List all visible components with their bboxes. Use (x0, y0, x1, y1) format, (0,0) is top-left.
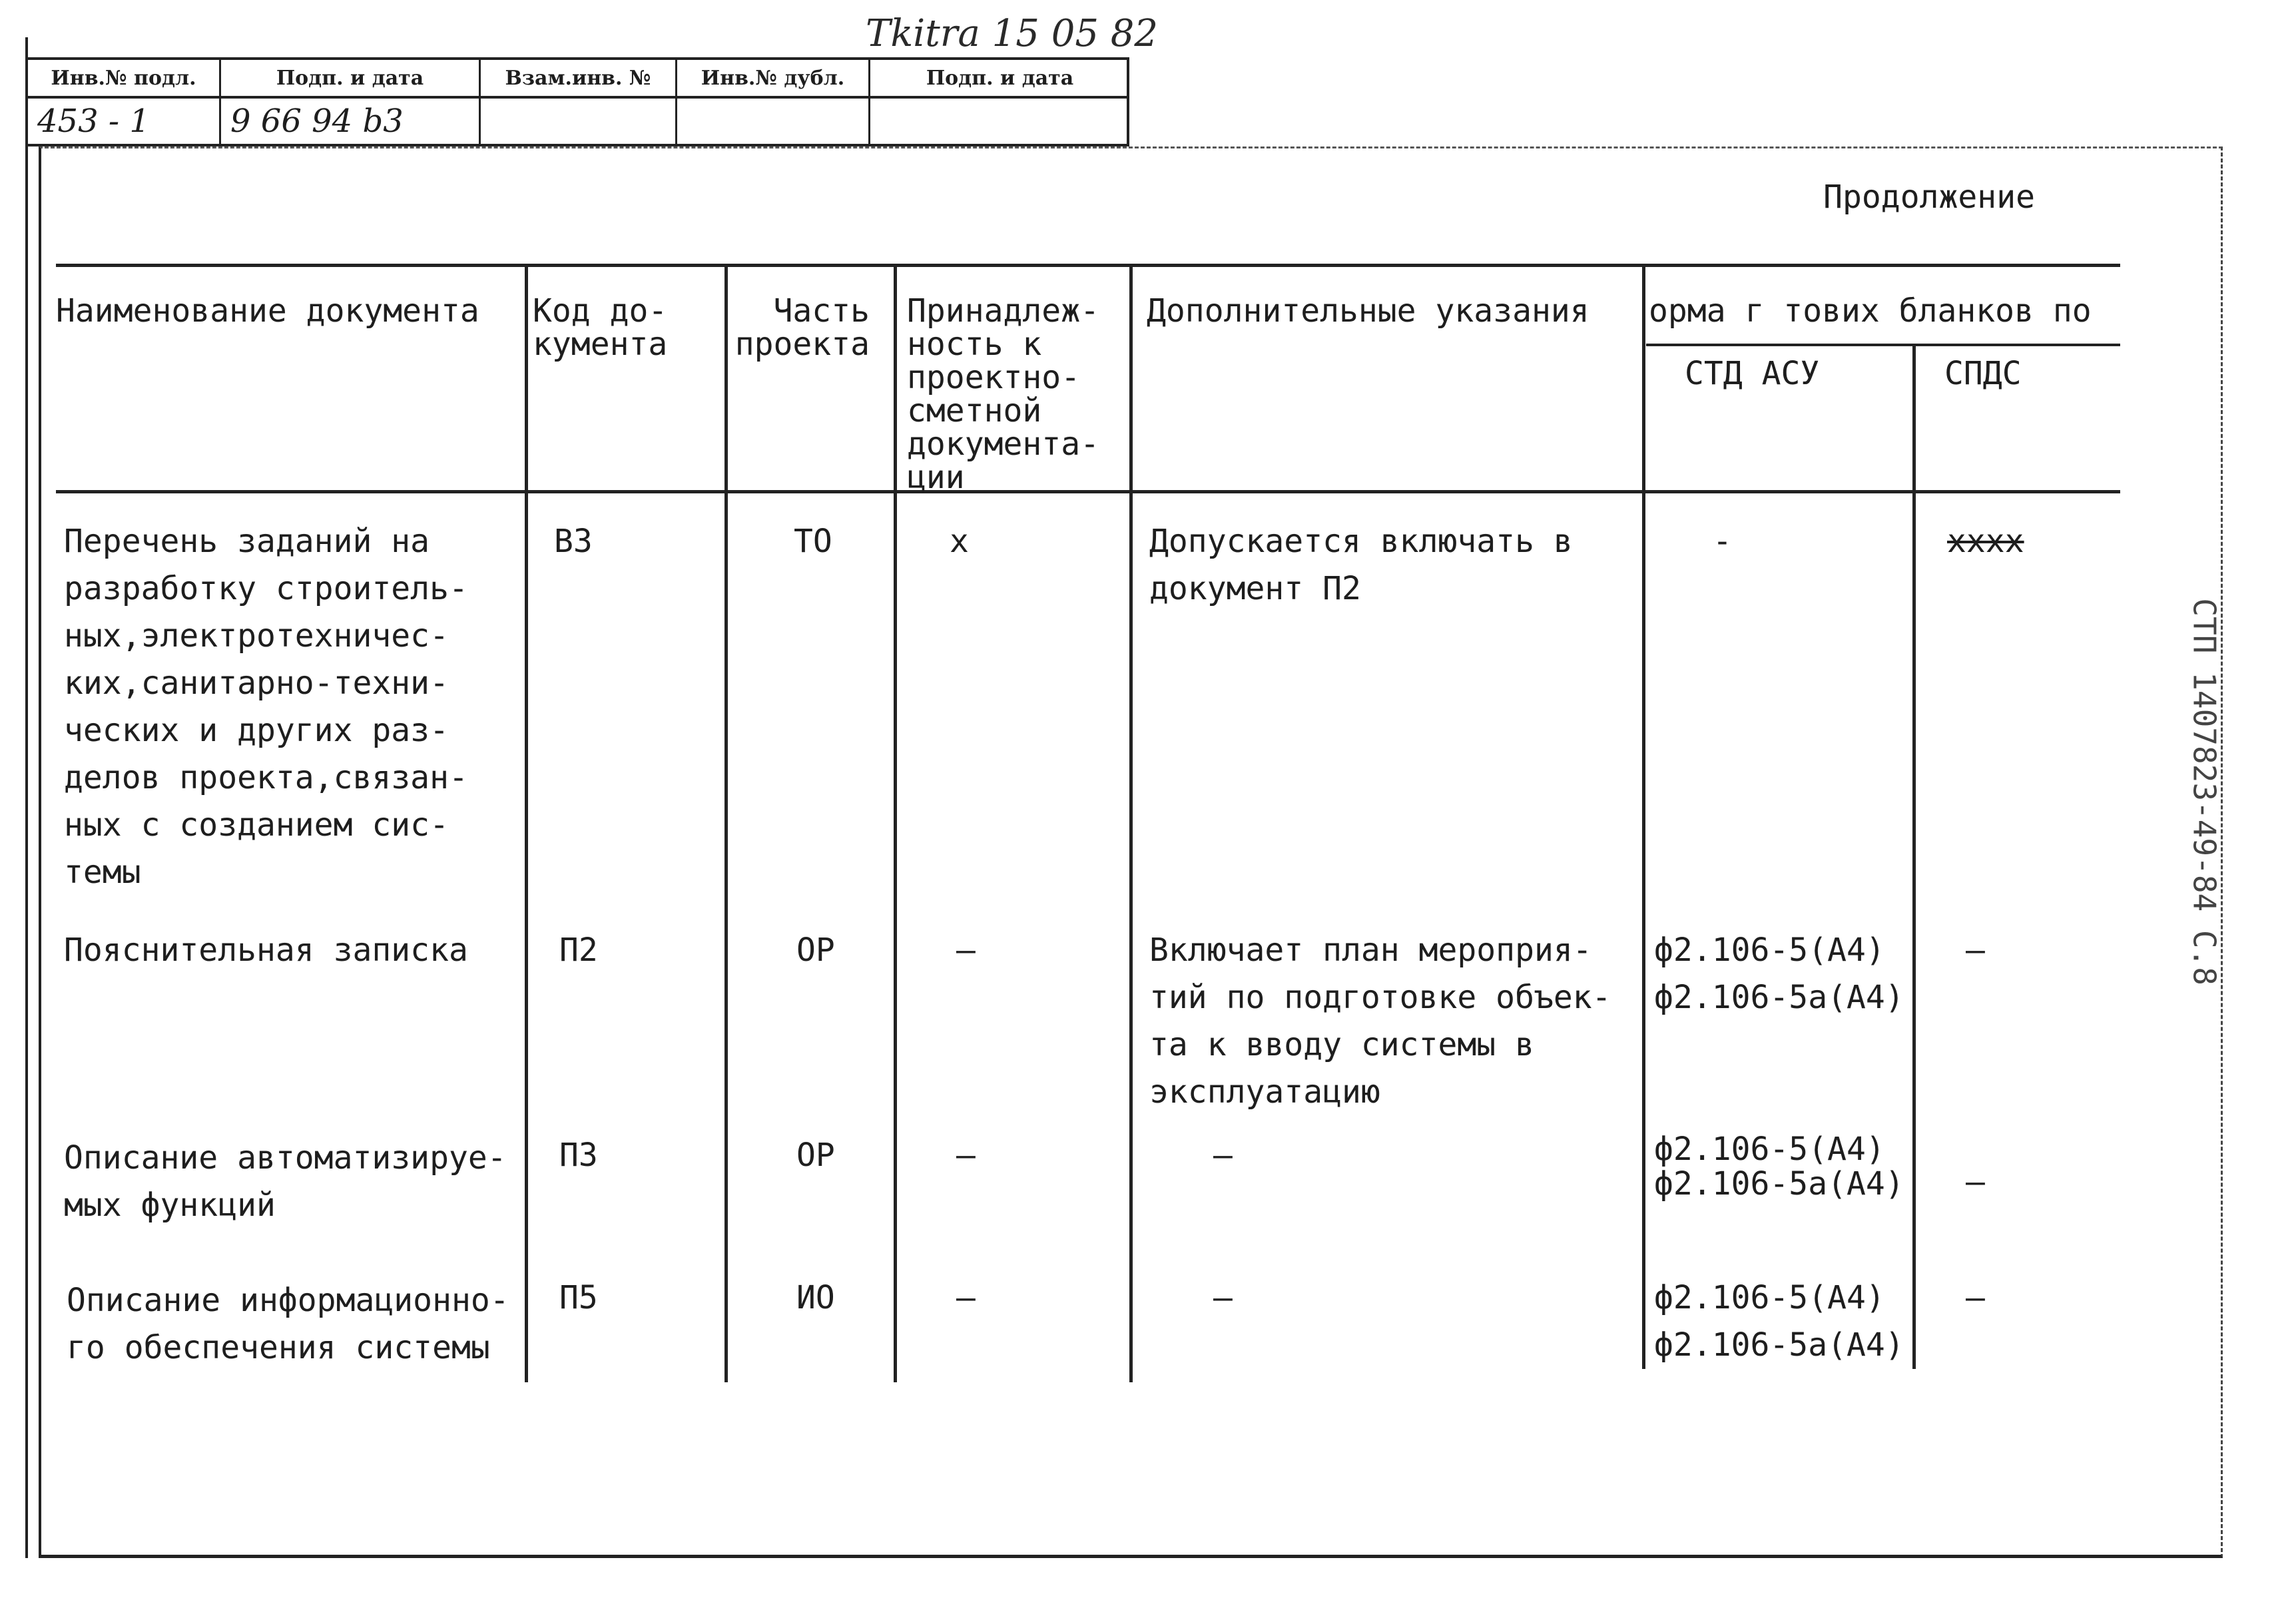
row-4-notes: – (1213, 1279, 1233, 1316)
row-3-std: ф2.106-5(А4) ф2.106-5а(А4) (1654, 1131, 1904, 1203)
stamp-value-row (28, 96, 1127, 146)
row-1-notes: Допускается включать в документ П2 (1149, 523, 1573, 607)
row-4-code: П5 (559, 1279, 598, 1316)
stamp-value-cell (677, 96, 870, 146)
column-divider (1642, 264, 1645, 1369)
row-2-name: Пояснительная записка (64, 932, 468, 969)
row-2-spds: – (1966, 932, 1985, 969)
row-1-spds: хххх (1947, 523, 2024, 560)
row-2-std: ф2.106-5(А4) ф2.106-5а(А4) (1654, 932, 1904, 1016)
row-4-std: ф2.106-5(А4) ф2.106-5а(А4) (1654, 1279, 1904, 1364)
row-2-notes: Включает план мероприя- тий по подготовке объек- та к вводу системы в эксплуатацию (1149, 932, 1611, 1111)
forms-subheader-rule (1646, 344, 2120, 346)
row-3-belonging: – (956, 1137, 976, 1174)
row-3-notes: – (1213, 1137, 1233, 1174)
column-divider (724, 264, 728, 1382)
stamp-header-cell: Инв.№ дубл. (677, 60, 870, 96)
stamp-header-row (28, 60, 1127, 99)
header-code: Код до- кумента (533, 292, 668, 363)
binding-edge-line (25, 37, 28, 1558)
handwritten-signature-date: Tkitra 15 05 82 (866, 12, 1159, 55)
row-2-belonging: – (956, 932, 976, 969)
table-top-rule (56, 264, 2120, 267)
row-1-std: - (1713, 523, 1732, 560)
row-3-spds: – (1966, 1163, 1985, 1201)
stamp-header-cell: Инв.№ подл. (28, 60, 221, 96)
column-divider (1912, 344, 1916, 1369)
row-1-name: Перечень заданий на разработку строитель- ных,электротехничес- ких,санитарно-техни- ческих и других раз- делов проекта,связан- ных с созданием сис- темы (64, 523, 468, 891)
inventory-stamp-box (25, 57, 1129, 146)
row-3-part: ОР (796, 1137, 835, 1174)
header-belonging: Принадлеж- ность к проектно- сметной документа- ции (907, 292, 1099, 496)
stamp-header-cell: Взам.инв. № (481, 60, 677, 96)
document-side-code: СТП 1407823-49-84 С.8 (2187, 598, 2223, 985)
row-1-belonging: х (950, 523, 969, 560)
stamp-header-cell: Подп. и дата (926, 66, 1074, 90)
row-4-belonging: – (956, 1279, 976, 1316)
header-forms-spds: СПДС (1944, 355, 2022, 392)
header-forms: орма г тових бланков по (1649, 292, 2092, 330)
header-forms-std: СТД АСУ (1685, 355, 1820, 392)
row-1-code: В3 (554, 523, 593, 560)
row-1-part: ТО (794, 523, 832, 560)
header-part: Часть проекта (734, 292, 870, 363)
row-2-part: ОР (796, 932, 835, 969)
column-divider (894, 264, 897, 1382)
row-3-name: Описание автоматизируе- мых функций (64, 1139, 507, 1224)
row-4-spds: – (1966, 1279, 1985, 1316)
header-notes: Дополнительные указания (1147, 292, 1589, 330)
column-divider (1129, 264, 1133, 1382)
stamp-value-cell (870, 96, 1129, 146)
continuation-label: Продолжение (1823, 178, 2035, 216)
stamp-header-cell: Подп. и дата (221, 60, 481, 96)
header-name: Наименование документа (56, 292, 479, 330)
row-4-part: ИО (796, 1279, 835, 1316)
stamp-value-cell: 9 66 94 b3 (221, 96, 481, 146)
column-divider (525, 264, 528, 1382)
row-3-code: П3 (559, 1137, 598, 1174)
stamp-value-cell: 453 - 1 (28, 96, 221, 146)
row-4-name: Описание информационно- го обеспечения системы (67, 1282, 509, 1366)
row-2-code: П2 (559, 932, 598, 969)
stamp-value-cell (481, 96, 677, 146)
